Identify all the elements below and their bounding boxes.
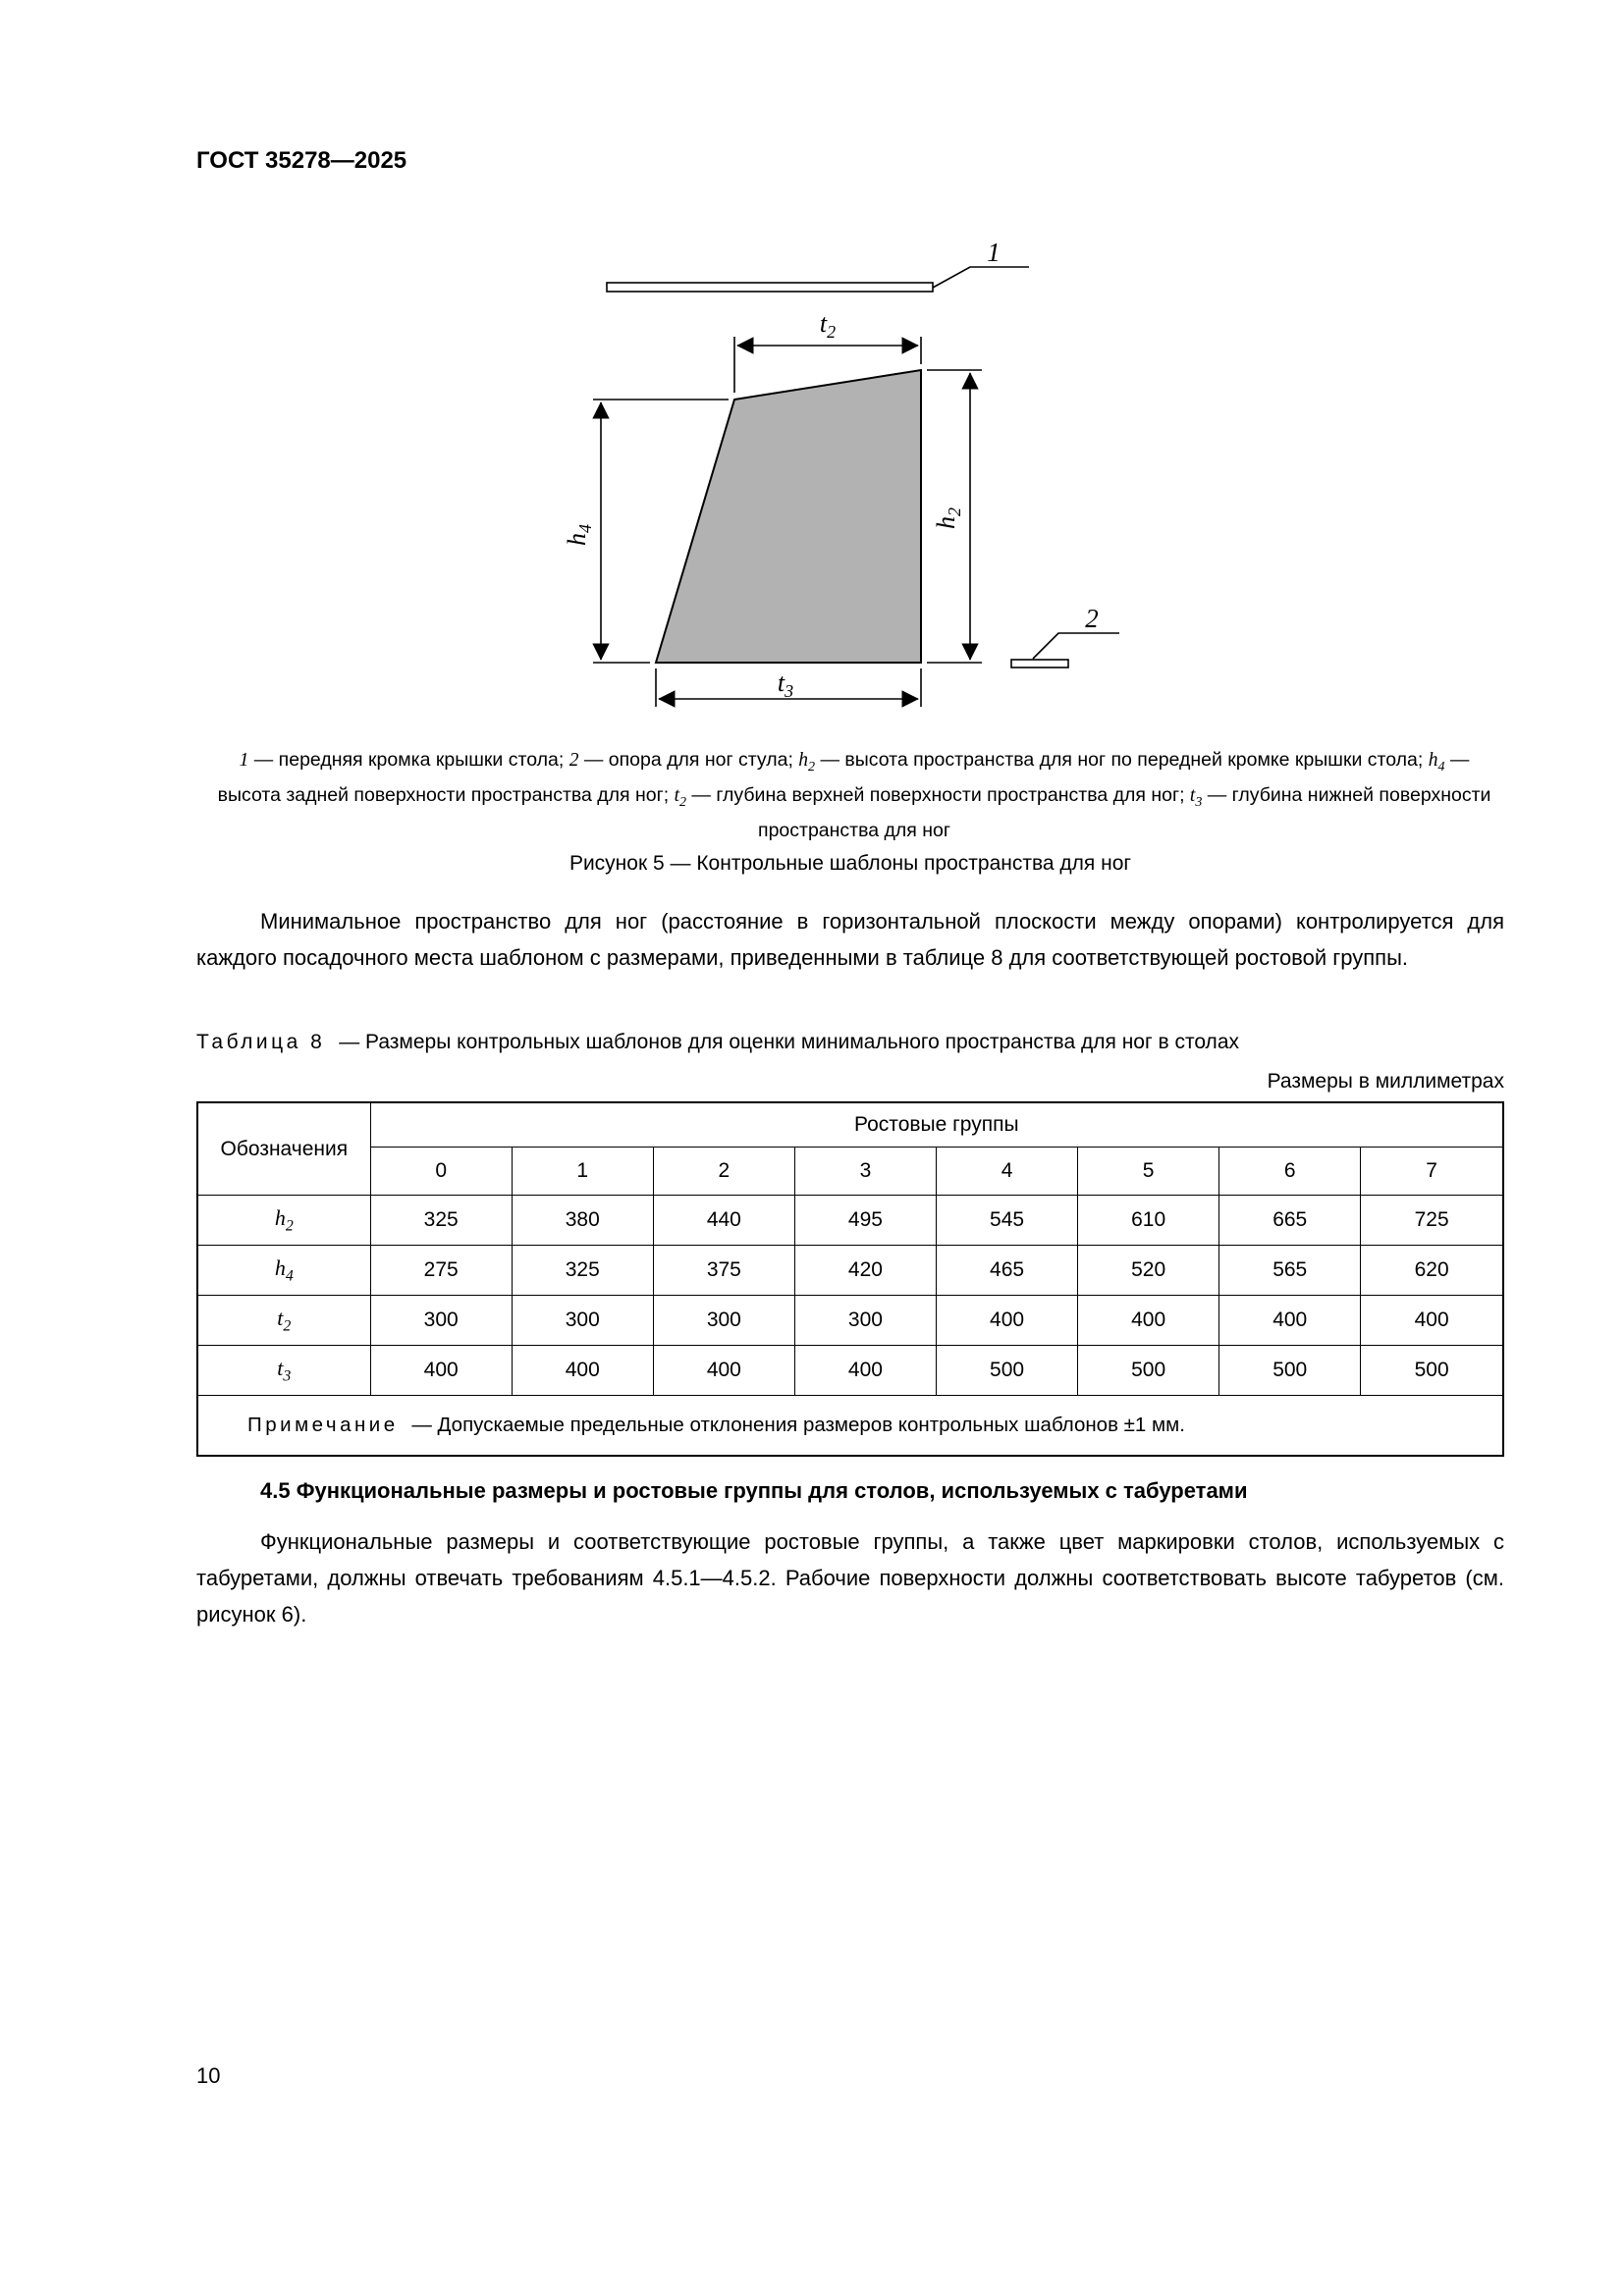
table-note-row <box>197 1396 1503 1457</box>
table-cell: 620 <box>1361 1246 1503 1296</box>
table-header-row <box>197 1102 1503 1148</box>
row-label: $t_3$ <box>197 1346 370 1396</box>
table-cell: 300 <box>653 1296 794 1346</box>
group-col: 1 <box>512 1148 653 1196</box>
table-title-label: Таблица 8 <box>196 1031 326 1053</box>
table-cell: 500 <box>1219 1346 1361 1396</box>
table-cell: 400 <box>1361 1296 1503 1346</box>
table-cell: 400 <box>512 1346 653 1396</box>
leg-support <box>1011 604 1119 667</box>
table-row <box>197 1296 1503 1346</box>
figure-caption: 1 — передняя кромка крышки стола; 2 — опора для ног стула; $h_2$ — высота пространства для ног по передней кромке крышки стола; $h_4$ — высота задней поверхности пространства для ног; $t_2$ — глубина верхней поверхности пространства для ног; $t_3$ — глубина нижней поверхности пространства для ног <box>217 749 1491 841</box>
table-cell: 325 <box>512 1246 653 1296</box>
table-cell: 440 <box>653 1196 794 1246</box>
table-row <box>197 1346 1503 1396</box>
table-units-note: Размеры в миллиметрах <box>1267 1070 1504 1093</box>
leg-space-template-shape <box>656 370 921 663</box>
figure-title: Рисунок 5 — Контрольные шаблоны пространства для ног <box>568 852 1132 875</box>
table-cell: 500 <box>937 1346 1078 1396</box>
table-subheader-row <box>197 1148 1503 1196</box>
table-cell: 380 <box>512 1196 653 1246</box>
page-number: 10 <box>196 2063 221 2088</box>
table-row <box>197 1196 1503 1246</box>
table-cell: 275 <box>370 1246 512 1296</box>
col-header-designations: Обозначения <box>197 1102 370 1196</box>
group-col: 0 <box>370 1148 512 1196</box>
table-cell: 565 <box>1219 1246 1361 1296</box>
table-row <box>197 1246 1503 1296</box>
table-cell: 300 <box>512 1296 653 1346</box>
table-cell: 400 <box>370 1346 512 1396</box>
table-cell: 500 <box>1078 1346 1219 1396</box>
dim-label-t3: $t_3$ <box>777 668 794 701</box>
paragraph-functional-sizes: Функциональные размеры и соответствующие ростовые группы, а также цвет маркировки столов, используемых с табуретами, должны отвечать требованиям 4.5.1—4.5.2. Рабочие поверхности должны соответствовать высоте табуретов (см. рисунок 6). <box>196 1529 1504 1627</box>
dim-t3 <box>656 668 921 707</box>
dim-label-t2: $t_2$ <box>819 309 837 342</box>
table-cell: 325 <box>370 1196 512 1246</box>
table-cell: 495 <box>794 1196 936 1246</box>
group-col: 4 <box>937 1148 1078 1196</box>
table-cell: 400 <box>794 1346 936 1396</box>
table-cell: 400 <box>1078 1296 1219 1346</box>
note-label: Примечание <box>247 1414 399 1436</box>
table-cell: 610 <box>1078 1196 1219 1246</box>
table-cell: 400 <box>1219 1296 1361 1346</box>
table-cell: 400 <box>653 1346 794 1396</box>
table-title-text: — Размеры контрольных шаблонов для оценки минимального пространства для ног в столах <box>339 1031 1239 1053</box>
table-cell: 375 <box>653 1246 794 1296</box>
group-col: 5 <box>1078 1148 1219 1196</box>
standard-number: ГОСТ 35278—2025 <box>196 147 407 174</box>
dim-h2 <box>927 370 982 663</box>
group-col: 2 <box>653 1148 794 1196</box>
section-heading-4-5: 4.5 Функциональные размеры и ростовые группы для столов, используемых с табуретами <box>260 1478 1248 1503</box>
callout-1-label: 1 <box>987 238 1001 267</box>
group-col: 3 <box>794 1148 936 1196</box>
table-cell: 420 <box>794 1246 936 1296</box>
table-cell: 520 <box>1078 1246 1219 1296</box>
table-cell: 665 <box>1219 1196 1361 1246</box>
table-cell: 545 <box>937 1196 1078 1246</box>
group-col: 6 <box>1219 1148 1361 1196</box>
group-header-growth-groups: Ростовые группы <box>370 1102 1503 1148</box>
table-cell: 300 <box>794 1296 936 1346</box>
row-label: $h_2$ <box>197 1196 370 1246</box>
tabletop-edge <box>607 238 1029 292</box>
note-text: — Допускаемые предельные отклонения размеров контрольных шаблонов ±1 мм. <box>411 1414 1185 1436</box>
table-title <box>196 1031 1504 1054</box>
size-table <box>196 1101 1504 1457</box>
row-label: $t_2$ <box>197 1296 370 1346</box>
dim-label-h2: $h_2$ <box>932 507 964 529</box>
table-cell: 400 <box>937 1296 1078 1346</box>
paragraph-min-space: Минимальное пространство для ног (расстояние в горизонтальной плоскости между опорами) контролируется для каждого посадочного места шаблоном с размерами, приведенными в таблице 8 для соответствующей ростовой группы. <box>196 909 1504 970</box>
group-col: 7 <box>1361 1148 1503 1196</box>
table-cell: 725 <box>1361 1196 1503 1246</box>
callout-2-label: 2 <box>1085 604 1099 633</box>
table-cell: 500 <box>1361 1346 1503 1396</box>
row-label: $h_4$ <box>197 1246 370 1296</box>
table-note <box>197 1396 1503 1457</box>
table-cell: 300 <box>370 1296 512 1346</box>
dim-label-h4: $h_4$ <box>563 524 595 546</box>
table-cell: 465 <box>937 1246 1078 1296</box>
figure-5-drawing <box>530 234 1178 736</box>
